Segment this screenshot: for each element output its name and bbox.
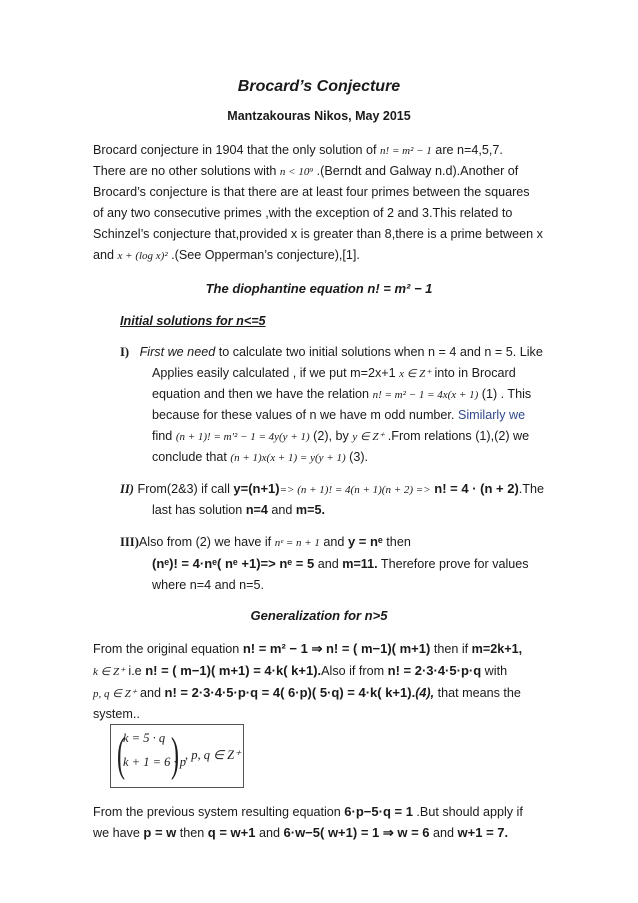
text: and [319,535,348,549]
text: From the original equation [93,642,243,656]
system-eq-1: k = 5 · q [123,731,166,745]
section-heading-generalization: Generalization for n>5 [250,608,388,623]
label: II) [120,482,134,496]
math: n! = m² − 1 = 4x(x + 1) [372,389,479,401]
math: n! = m² − 1 [367,281,433,296]
text: with [481,664,508,678]
section-iii-line-3: where n=4 and n=5. [152,578,265,592]
text: n=4 [245,503,268,517]
document-title: Brocard’s Conjecture [237,78,401,95]
math: n! = m² − 1 [380,145,432,157]
math: 6·w−5( w+1) = 1 ⇒ w = 6 [283,825,430,840]
section-ii-line-2 [152,502,325,518]
math: y = nᵉ [347,534,383,549]
intro-line-3: Brocard’s conjecture is that there are at least four primes between the squares [93,185,530,199]
label: I) [120,345,130,359]
section-i-line-3 [152,386,531,403]
text: (2), by [309,429,353,443]
intro-line-1 [93,142,503,159]
math: n! = 2·3·4·5·p·q [387,663,482,678]
text: are n=4,5,7. [431,143,503,157]
document-author: Mantzakouras Nikos, May 2015 [227,109,411,123]
math: k ∈ Z⁺ [93,666,125,678]
text: and [93,248,118,262]
text: From(2&3) if call [134,482,234,496]
text: .(Berndt and Galway n.d).Another of [313,164,519,178]
math: n! = ( m−1)( m+1) = 4·k( k+1). [145,663,322,678]
text: There are no other solutions with [93,164,280,178]
text: equation and then we have the relation [152,387,373,401]
text: system.. [93,707,140,721]
intro-line-4: of any two consecutive primes ,with the exception of 2 and 3.This related to [93,206,513,220]
math: y=(n+1) [233,481,280,496]
text: Also from (2) we have if [138,535,275,549]
section-i-line-6 [152,449,368,466]
math: (n + 1)x(x + 1) = y(y + 1) [230,452,346,464]
text: .(See Opperman’s conjecture),[1]. [167,248,360,262]
text: m=2k+1, [471,642,523,656]
text: .But should apply if [412,805,523,819]
math: w+1 = 7. [457,825,509,840]
math: nᵉ = n + 1 [274,537,320,549]
gen-line-1 [93,641,522,657]
math: p, q ∈ Z⁺ [93,688,137,700]
label: III) [120,535,139,549]
text: Therefore prove for values [377,557,529,571]
section-ii-line-1 [120,481,544,498]
section-iii-line-2 [152,556,529,572]
text: then [382,535,411,549]
text: .From relations (1),(2) we [384,429,530,443]
final-line-2 [93,825,508,841]
text: and [314,557,343,571]
section-i-line-5 [152,428,529,445]
final-line-1 [93,804,523,820]
text: (3). [345,450,369,464]
text: i.e [124,664,146,678]
text: conclude that [152,450,231,464]
math: n < 10⁹ [279,166,314,178]
section-heading-diophantine [0,281,638,296]
text: Similarly we [457,408,526,422]
math: p = w [143,825,177,840]
text: and [429,826,458,840]
text: then if [430,642,472,656]
system-eq-2: k + 1 = 6 · p [123,755,187,769]
text: m=5. [295,503,325,517]
text: Applies easily calculated , if we put m=2x+1 [152,366,400,380]
section-i-line-1 [120,344,543,360]
math: 6·p−5·q = 1 [344,804,413,819]
intro-line-5: Schinzel’s conjecture that,provided x is greater than 8,there is a prime between x [93,227,543,241]
subsection-initial-solutions: Initial solutions for n<=5 [120,314,266,328]
text: into in Brocard [431,366,516,380]
math: n! = 2·3·4·5·p·q = 4( 6·p)( 5·q) = 4·k( k+1). [164,685,416,700]
text: and [255,826,284,840]
text: find [152,429,176,443]
math: q = w+1 [207,825,256,840]
gen-line-3 [93,685,521,702]
text: (1) . This [478,387,532,401]
text: to calculate two initial solutions when n = 4 and n = 5. Like [215,345,543,359]
equation-system-box [110,724,244,788]
text: The diophantine equation [205,281,368,296]
text: we have [93,826,144,840]
math: (nᵉ)! = 4·nᵉ( nᵉ +1)=> nᵉ = 5 [152,556,315,571]
text: m=11. [342,557,378,571]
text: last has solution [152,503,246,517]
text: that means the [434,686,521,700]
math: n! = 4 · (n + 2) [430,481,519,496]
text: then [176,826,208,840]
intro-line-6 [93,247,360,264]
math: x + (log x)² [117,250,168,262]
gen-line-4 [93,706,140,722]
math: => (n + 1)! = 4(n + 1)(n + 2) => [279,484,431,496]
left-brace: ( [117,728,125,781]
section-i-line-4 [152,407,525,423]
text: Also if from [321,664,388,678]
text: (4), [415,686,435,700]
text: First we need [139,345,216,359]
math: n! = m² − 1 ⇒ n! = ( m−1)( m+1) [242,641,431,656]
text: and [267,503,296,517]
text: because for these values of n we have m odd number. [152,408,458,422]
section-i-line-2 [152,365,516,382]
math: x ∈ Z⁺ [399,368,431,380]
text: and [136,686,165,700]
math: y ∈ Z⁺ [352,431,385,443]
math: (n + 1)! = m′² − 1 = 4y(y + 1) [175,431,310,443]
section-iii-line-1 [120,534,411,551]
intro-line-2 [93,163,518,180]
right-brace: ) [171,728,179,781]
system-condition: , p, q ∈ Z⁺ [185,748,241,762]
text: Brocard conjecture in 1904 that the only solution of [93,143,381,157]
text: .The [518,482,544,496]
text: From the previous system resulting equation [93,805,345,819]
gen-line-2 [93,663,507,680]
